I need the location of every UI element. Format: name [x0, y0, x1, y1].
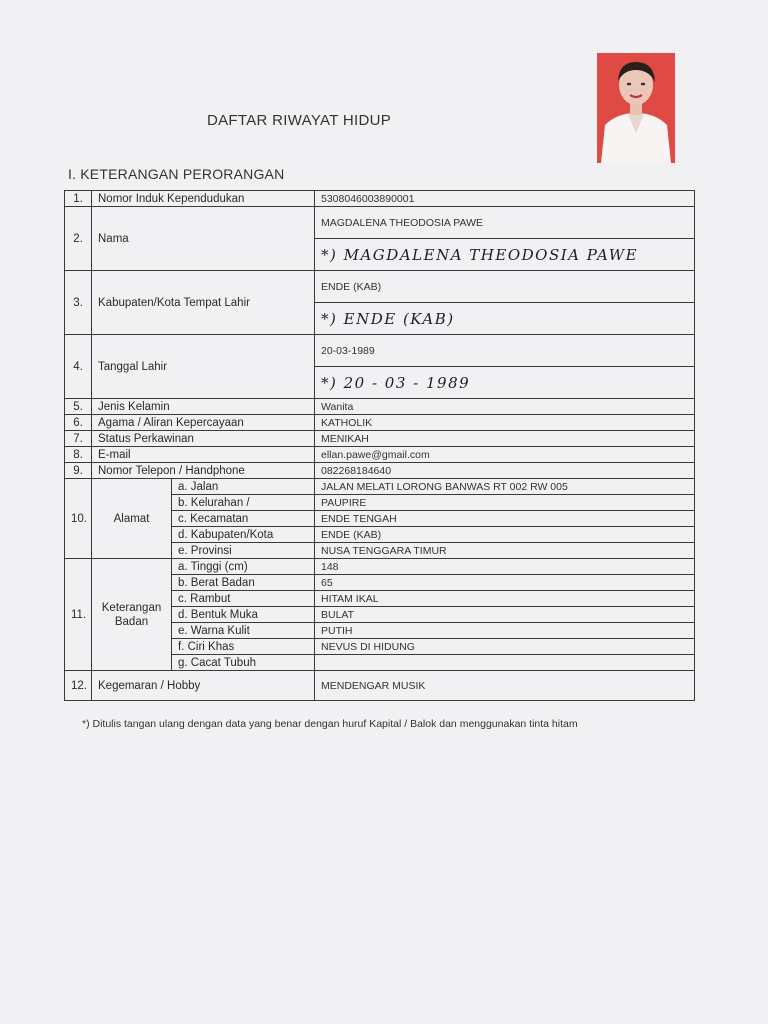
table-row — [65, 447, 695, 463]
biodata-table — [64, 190, 695, 701]
muka-value: BULAT — [315, 607, 695, 623]
nama-label: Nama — [92, 207, 315, 271]
alamat-label: Alamat — [92, 479, 172, 559]
row-number: 11. — [65, 559, 92, 671]
jenis-kelamin-label: Jenis Kelamin — [92, 399, 315, 415]
badan-label-line2: Badan — [114, 615, 149, 628]
row-number: 6. — [65, 415, 92, 431]
cacat-value — [315, 655, 695, 671]
table-row — [65, 415, 695, 431]
table-row — [65, 207, 695, 239]
nama-value: MAGDALENA THEODOSIA PAWE — [315, 207, 695, 239]
table-row — [65, 271, 695, 303]
kulit-label: e. Warna Kulit — [172, 623, 315, 639]
tanggal-lahir-label: Tanggal Lahir — [92, 335, 315, 399]
telepon-value: 082268184640 — [315, 463, 695, 479]
jenis-kelamin-value: Wanita — [315, 399, 695, 415]
nik-value: 5308046003890001 — [315, 191, 695, 207]
row-number: 7. — [65, 431, 92, 447]
row-number: 2. — [65, 207, 92, 271]
tinggi-label: a. Tinggi (cm) — [172, 559, 315, 575]
kulit-value: PUTIH — [315, 623, 695, 639]
status-value: MENIKAH — [315, 431, 695, 447]
table-row — [65, 463, 695, 479]
tempat-lahir-handwritten: *) ENDE (KAB) — [315, 303, 695, 335]
ciri-value: NEVUS DI HIDUNG — [315, 639, 695, 655]
provinsi-label: e. Provinsi — [172, 543, 315, 559]
ciri-label: f. Ciri Khas — [172, 639, 315, 655]
table-row — [65, 671, 695, 701]
cacat-label: g. Cacat Tubuh — [172, 655, 315, 671]
table-row — [65, 191, 695, 207]
tinggi-value: 148 — [315, 559, 695, 575]
tempat-lahir-label: Kabupaten/Kota Tempat Lahir — [92, 271, 315, 335]
badan-label — [92, 559, 172, 671]
berat-value: 65 — [315, 575, 695, 591]
document-title: DAFTAR RIWAYAT HIDUP — [207, 112, 392, 129]
row-number: 1. — [65, 191, 92, 207]
section-title: I. KETERANGAN PERORANGAN — [68, 166, 285, 182]
provinsi-value: NUSA TENGGARA TIMUR — [315, 543, 695, 559]
row-number: 12. — [65, 671, 92, 701]
email-value: ellan.pawe@gmail.com — [315, 447, 695, 463]
hobby-value: MENDENGAR MUSIK — [315, 671, 695, 701]
jalan-label: a. Jalan — [172, 479, 315, 495]
rambut-value: HITAM IKAL — [315, 591, 695, 607]
hobby-label: Kegemaran / Hobby — [92, 671, 315, 701]
berat-label: b. Berat Badan — [172, 575, 315, 591]
kelurahan-label: b. Kelurahan / — [172, 495, 315, 511]
row-number: 4. — [65, 335, 92, 399]
kabupaten-label: d. Kabupaten/Kota — [172, 527, 315, 543]
nik-label: Nomor Induk Kependudukan — [92, 191, 315, 207]
nama-handwritten: *) MAGDALENA THEODOSIA PAWE — [315, 239, 695, 271]
table-row — [65, 559, 695, 575]
profile-photo — [597, 53, 675, 163]
tanggal-lahir-handwritten: *) 20 - 03 - 1989 — [315, 367, 695, 399]
status-label: Status Perkawinan — [92, 431, 315, 447]
footnote: *) Ditulis tangan ulang dengan data yang benar dengan huruf Kapital / Balok dan menggunakan tinta hitam — [82, 718, 578, 730]
jalan-value: JALAN MELATI LORONG BANWAS RT 002 RW 005 — [315, 479, 695, 495]
badan-label-line1: Keterangan — [101, 601, 162, 614]
table-row — [65, 335, 695, 367]
row-number: 10. — [65, 479, 92, 559]
kelurahan-value: PAUPIRE — [315, 495, 695, 511]
row-number: 8. — [65, 447, 92, 463]
agama-value: KATHOLIK — [315, 415, 695, 431]
kecamatan-label: c. Kecamatan — [172, 511, 315, 527]
table-row — [65, 479, 695, 495]
table-row — [65, 399, 695, 415]
row-number: 5. — [65, 399, 92, 415]
kecamatan-value: ENDE TENGAH — [315, 511, 695, 527]
table-row — [65, 431, 695, 447]
kabupaten-value: ENDE (KAB) — [315, 527, 695, 543]
row-number: 9. — [65, 463, 92, 479]
muka-label: d. Bentuk Muka — [172, 607, 315, 623]
rambut-label: c. Rambut — [172, 591, 315, 607]
agama-label: Agama / Aliran Kepercayaan — [92, 415, 315, 431]
tanggal-lahir-value: 20-03-1989 — [315, 335, 695, 367]
tempat-lahir-value: ENDE (KAB) — [315, 271, 695, 303]
email-label: E-mail — [92, 447, 315, 463]
telepon-label: Nomor Telepon / Handphone — [92, 463, 315, 479]
row-number: 3. — [65, 271, 92, 335]
